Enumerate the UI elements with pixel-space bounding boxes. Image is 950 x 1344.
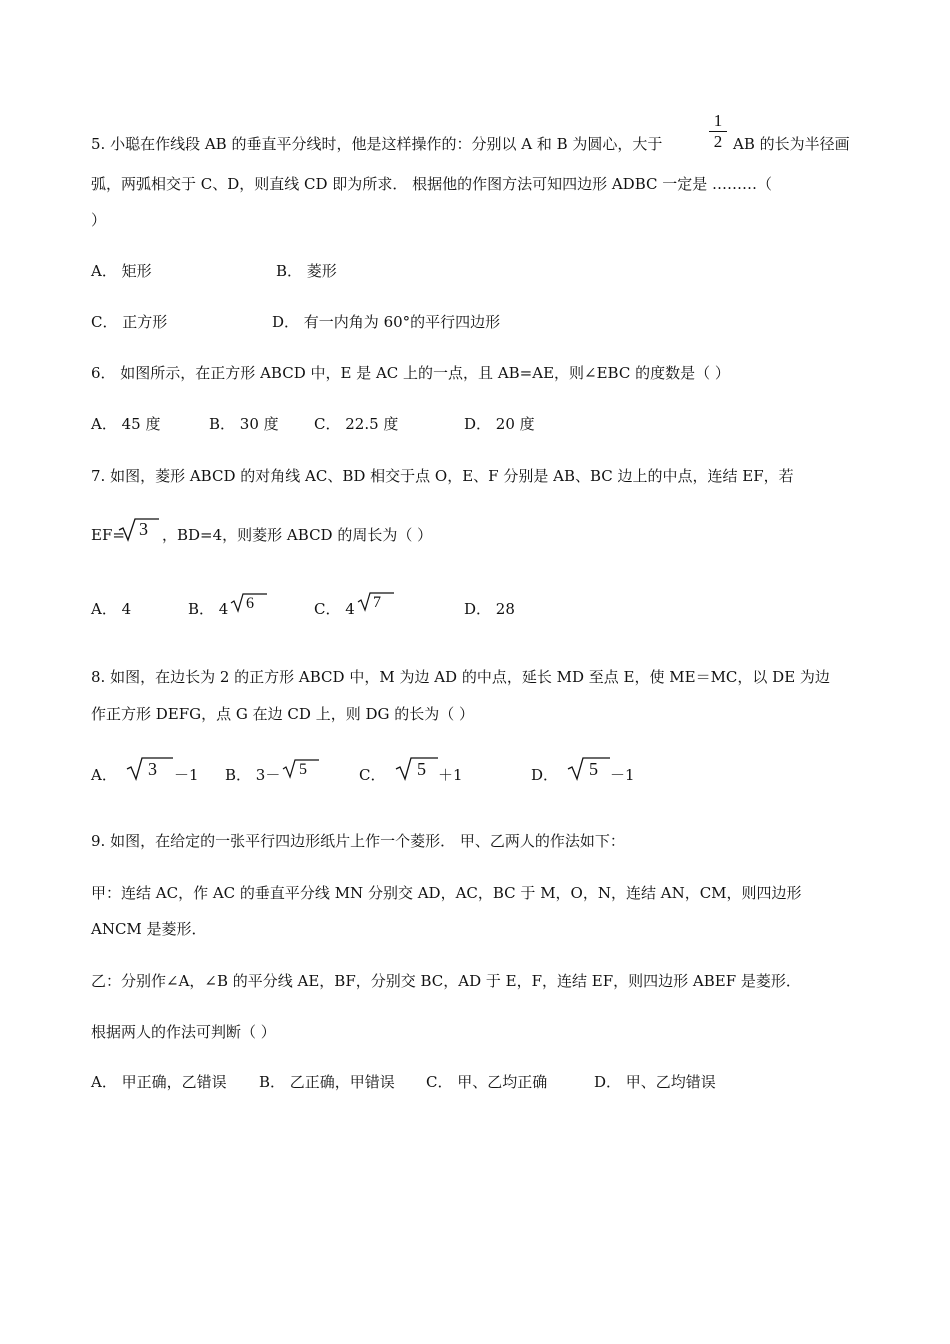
q7-option-d: D． 28 xyxy=(464,600,515,618)
q6-option-a: A． 45 度 xyxy=(91,415,161,433)
q8-option-b-prefix: B． 3－ xyxy=(225,766,281,784)
q6-option-c: C． 22.5 度 xyxy=(314,415,399,433)
q5-option-d: D． 有一内角为 60°的平行四边形 xyxy=(272,313,501,331)
q8-option-a-prefix: A． xyxy=(91,766,117,784)
q9-option-c: C． 甲、乙均正确 xyxy=(426,1073,548,1091)
q5-option-b: B． 菱形 xyxy=(276,262,337,280)
q7-option-b-sqrt: 6 xyxy=(231,593,267,620)
q5-line1-prefix: 5. 小聪在作线段 AB 的垂直平分线时，他是这样操作的：分别以 A 和 B 为圆心，大于 xyxy=(91,135,663,153)
q5-line2: 弧，两弧相交于 C、D，则直线 CD 即为所求． 根据他的作图方法可知四边形 ADBC 一定是 ………（ xyxy=(91,175,773,193)
q6-option-d: D． 20 度 xyxy=(464,415,535,433)
q7-option-c-prefix: C． 4 xyxy=(314,600,355,618)
q5-fraction xyxy=(709,112,727,151)
q8-option-c-sqrt: 5 xyxy=(396,757,438,786)
q9-option-d: D． 甲、乙均错误 xyxy=(594,1073,716,1091)
q9-stem: 9. 如图，在给定的一张平行四边形纸片上作一个菱形． 甲、乙两人的作法如下： xyxy=(91,832,625,850)
q9-option-a: A． 甲正确，乙错误 xyxy=(91,1073,227,1091)
q6-option-b: B． 30 度 xyxy=(209,415,279,433)
q8-line1: 8. 如图，在边长为 2 的正方形 ABCD 中，M 为边 AD 的中点，延长 MD 至点 E，使 ME＝MC，以 DE 为边 xyxy=(91,668,830,686)
q8-option-c-prefix: C． xyxy=(359,766,386,784)
q9-option-b: B． 乙正确，甲错误 xyxy=(259,1073,395,1091)
q7-option-c-sqrt: 7 xyxy=(358,592,394,619)
q8-option-a-suffix: －1 xyxy=(174,766,199,784)
q5-fraction-numerator: 1 xyxy=(713,111,723,130)
q7-sqrt-3: 3 xyxy=(119,518,159,547)
q8-option-a-sqrt: 3 xyxy=(127,757,173,786)
q9-method-yi: 乙：分别作∠A，∠B 的平分线 AE，BF，分别交 BC，AD 于 E，F，连结 EF，则四边形 ABEF 是菱形． xyxy=(91,972,801,990)
q9-method-jia-line2: ANCM 是菱形． xyxy=(91,920,207,938)
q7-option-a: A． 4 xyxy=(91,600,132,618)
q8-option-d-sqrt: 5 xyxy=(568,757,610,786)
q8-line2: 作正方形 DEFG，点 G 在边 CD 上，则 DG 的长为（ ） xyxy=(91,705,475,723)
q7-line2-suffix: ，BD=4，则菱形 ABCD 的周长为（ ） xyxy=(162,526,433,544)
q5-line3: ） xyxy=(91,211,107,229)
q8-option-b-sqrt: 5 xyxy=(283,759,319,786)
q9-judge: 根据两人的作法可判断（ ） xyxy=(91,1023,276,1041)
q8-option-c-suffix: ＋1 xyxy=(438,766,463,784)
q8-option-d-prefix: D． xyxy=(531,766,559,784)
q6-stem: 6． 如图所示，在正方形 ABCD 中，E 是 AC 上的一点，且 AB=AE，则∠EBC 的度数是（ ） xyxy=(91,364,730,382)
q5-option-c: C． 正方形 xyxy=(91,313,168,331)
q7-line1: 7. 如图，菱形 ABCD 的对角线 AC、BD 相交于点 O，E、F 分别是 AB、BC 边上的中点，连结 EF，若 xyxy=(91,467,794,485)
q9-method-jia-line1: 甲：连结 AC，作 AC 的垂直平分线 MN 分别交 AD，AC，BC 于 M，O，N，连结 AN，CM，则四边形 xyxy=(91,884,802,902)
q5-option-a: A． 矩形 xyxy=(91,262,152,280)
q7-line2-prefix: EF= xyxy=(91,526,125,544)
q5-line1-suffix: AB 的长为半径画 xyxy=(733,135,850,153)
q8-option-d-suffix: －1 xyxy=(610,766,635,784)
q5-fraction-denominator: 2 xyxy=(713,132,723,151)
q7-option-b-prefix: B． 4 xyxy=(188,600,229,618)
